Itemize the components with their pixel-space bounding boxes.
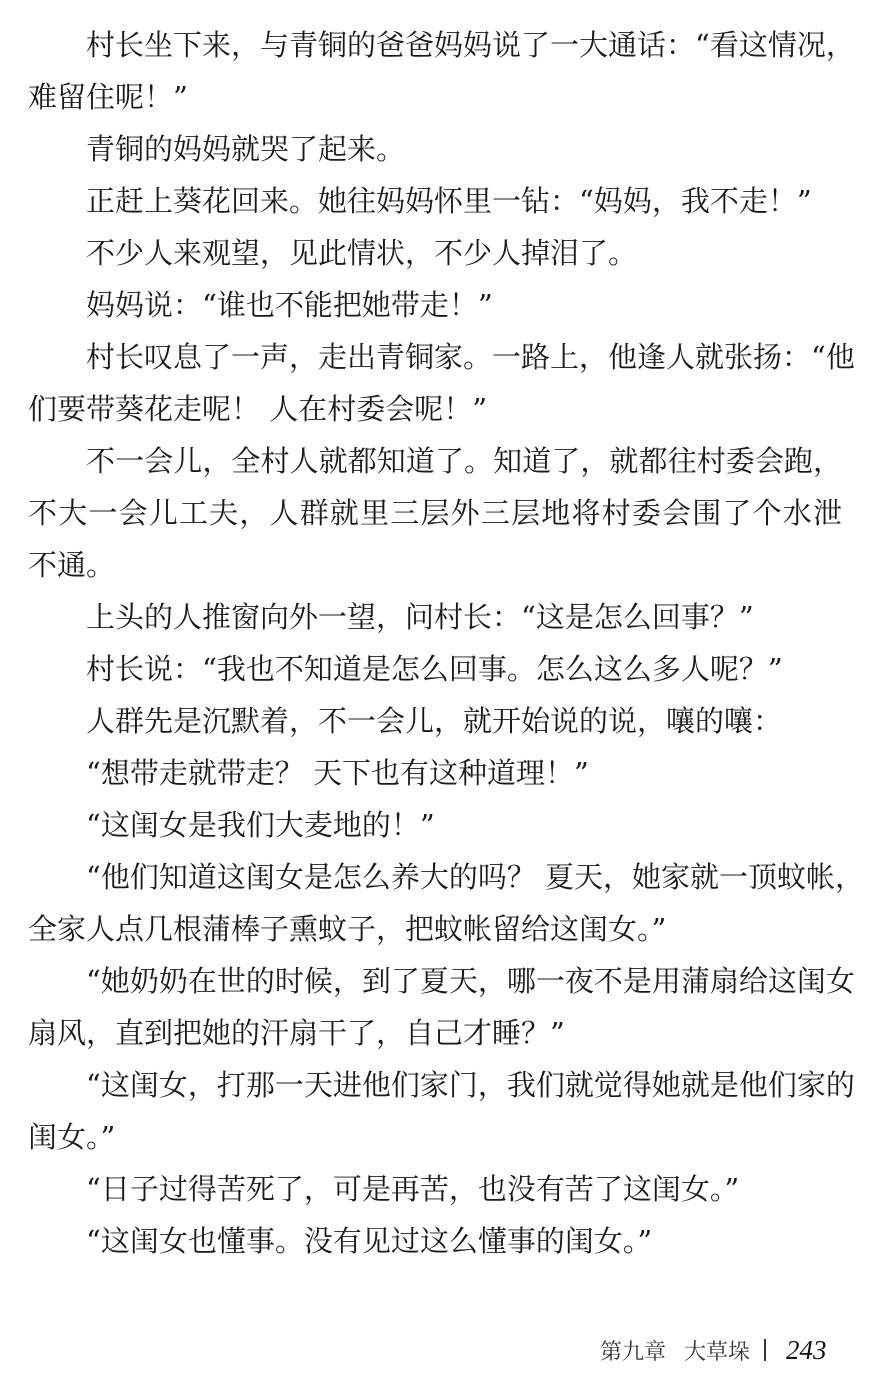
footer-divider (764, 1339, 766, 1361)
text-line: 不通。 (28, 548, 116, 582)
paragraph (28, 435, 842, 591)
paragraph (28, 643, 842, 695)
text-line: 们要带葵花走呢！ 人在村委会呢！” (28, 392, 488, 426)
paragraph (28, 331, 855, 435)
paragraph (28, 279, 842, 331)
paragraph (28, 19, 855, 123)
text-line: 不一会儿，全村人就都知道了。知道了，就都往村委会跑， (86, 444, 842, 478)
text-line: 村长坐下来，与青铜的爸爸妈妈说了一大通话：“看这情况， (86, 28, 855, 62)
paragraph (28, 851, 865, 955)
text-line: 妈妈说：“谁也不能把她带走！” (86, 288, 493, 322)
text-line: 人群先是沉默着，不一会儿，就开始说的说，嚷的嚷： (86, 704, 783, 738)
paragraph (28, 1163, 842, 1215)
text-line: 正赶上葵花回来。她往妈妈怀里一钻：“妈妈，我不走！” (86, 184, 812, 218)
text-line: “她奶奶在世的时候，到了夏天，哪一夜不是用蒲扇给这闺女 (86, 964, 855, 998)
paragraph (28, 175, 842, 227)
text-line: 全家人点几根蒲棒子熏蚊子，把蚊帐留给这闺女。” (28, 912, 667, 946)
chapter-label: 第九章 (600, 1339, 667, 1365)
paragraph (28, 591, 842, 643)
paragraph (28, 227, 842, 279)
text-line: 村长说：“我也不知道是怎么回事。怎么这么多人呢？” (86, 652, 783, 686)
text-line: “想带走就带走？ 天下也有这种道理！” (86, 756, 589, 790)
text-line: “这闺女，打那一天进他们家门，我们就觉得她就是他们家的 (86, 1068, 855, 1102)
paragraph (28, 955, 855, 1059)
text-line: “这闺女也懂事。没有见过这么懂事的闺女。” (86, 1224, 653, 1258)
text-line: “日子过得苦死了，可是再苦，也没有苦了这闺女。” (86, 1172, 740, 1206)
paragraph (28, 123, 842, 175)
text-line: “这闺女是我们大麦地的！” (86, 808, 435, 842)
text-line: 村长叹息了一声，走出青铜家。一路上，他逢人就张扬：“他 (86, 340, 855, 374)
text-line: 青铜的妈妈就哭了起来。 (86, 132, 406, 166)
text-line: 扇风，直到把她的汗扇干了，自己才睡？” (28, 1016, 565, 1050)
paragraph (28, 747, 842, 799)
page-number: 243 (786, 1334, 827, 1365)
paragraph (28, 695, 842, 747)
section-title: 大草垛 (684, 1339, 751, 1365)
text-line: 不少人来观望，见此情状，不少人掉泪了。 (86, 236, 638, 270)
text-line: 上头的人推窗向外一望，问村长：“这是怎么回事？” (86, 600, 754, 634)
paragraph (28, 1059, 855, 1163)
paragraph (28, 799, 842, 851)
body-text (28, 19, 865, 1267)
text-line: 难留住呢！” (28, 80, 188, 114)
text-line: “他们知道这闺女是怎么养大的吗？ 夏天，她家就一顶蚊帐， (86, 860, 865, 894)
text-line: 不大一会儿工夫，人群就里三层外三层地将村委会围了个水泄 (28, 496, 842, 530)
paragraph (28, 1215, 842, 1267)
text-line: 闺女。” (28, 1120, 116, 1154)
page-footer (600, 1330, 827, 1370)
